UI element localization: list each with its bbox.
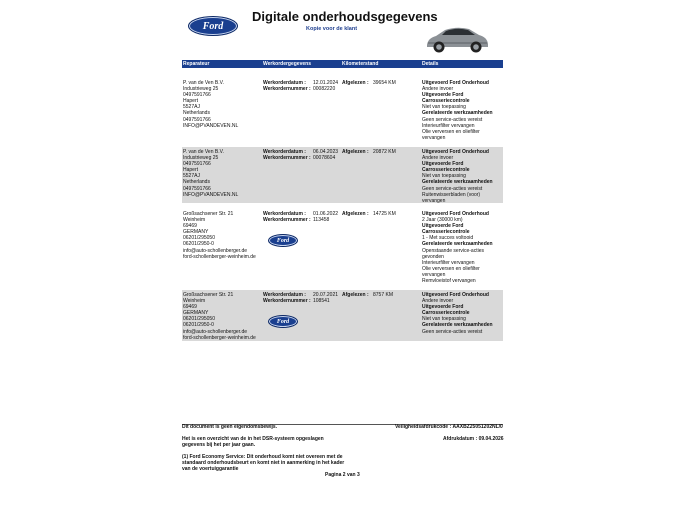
detail-line: Remvloeistof vervangen [422,278,476,285]
table-row [182,209,503,285]
workorder-number-label: Werkordernummer : [263,298,311,305]
page-title: Digitale onderhoudsgegevens [252,9,438,24]
repairer-line: info@auto-schollenberger.de [183,247,248,254]
repairer-line: ford-schollenberger-weinheim.de [183,334,256,341]
workorder-number-label: Werkordernummer : [263,86,311,93]
ford-logo: Ford [268,315,298,328]
workorder-number-label: Werkordernummer : [263,155,311,162]
detail-line: Gerelateerde werkzaamheden [422,110,493,117]
workorder-number: 113458 [313,217,330,224]
repairer-line: INFO@PVANDEVEN.NL [183,122,239,129]
repairer-info [183,80,238,129]
repairer-line: info@auto-schollenberger.de [183,328,248,335]
workorder-date: 01.06.2022 [313,211,339,217]
repairer-line: GERMANY [183,310,209,317]
detail-line: 1 - Met succes voltooid [422,235,474,242]
workorder-date-label: Werkorderdatum : [263,149,306,155]
repairer-line: 06201/295050 [183,235,215,242]
repairer-line: 5527AJ [183,104,200,111]
repairer-line: 69469 [183,304,197,311]
repairer-line: 69469 [183,223,197,230]
detail-line: Olie verversen en oliefilter [422,128,480,135]
overview-line-1: Het is een overzicht van de in het DSR-systeem opgeslagen [182,436,324,442]
workorder-number: 108541 [313,298,330,305]
col-header-repairer: Reparateur [183,61,210,67]
workorder-date: 06.04.2023 [313,149,339,155]
detail-line: Carrosseriecontrole [422,229,470,236]
repairer-line: Weinheim [183,217,206,224]
detail-line: Uitgevoerd Ford Onderhoud [422,80,489,86]
details-info [422,80,502,141]
repairer-line: ford-schollenberger-weinheim.de [183,253,256,260]
repairer-info [183,211,256,260]
detail-line: Uitgevoerde Ford [422,161,464,168]
detail-line: Niet van toepassing [422,104,466,111]
repairer-line: 0497591766 [183,92,211,99]
repairer-line: 0497591766 [183,116,211,123]
detail-line: Ruitenwisserbladen (voor) [422,191,481,198]
detail-line: Niet van toepassing [422,173,466,180]
mileage-value: 14725 KM [373,211,396,217]
print-date: Afdrukdatum : 09.04.2026 [443,436,504,442]
workorder-number-label: Werkordernummer : [263,217,311,224]
mileage-value: 20872 KM [373,149,396,155]
detail-line: Uitgevoerd Ford Onderhoud [422,149,489,155]
detail-line: Carrosseriecontrole [422,167,470,174]
col-header-workorder: Werkordergegevens [263,61,311,67]
repairer-line: 0497591766 [183,185,211,192]
repairer-line: Industrieweg 25 [183,86,219,93]
car-image [423,19,491,55]
workorder-number: 00082220 [313,86,336,93]
detail-line: vervangen [422,134,446,141]
workorder-date-label: Werkorderdatum : [263,211,306,217]
repairer-info [183,292,256,341]
repairer-line: Netherlands [183,110,210,117]
disclaimer: Dit document is geen eigendomsbewijs. [182,424,278,430]
detail-line: Geen service-acties vereist [422,116,483,123]
repairer-line: 0497591766 [183,161,211,168]
table-row [182,78,503,144]
workorder-info [263,80,338,92]
note-line-3: van de voertuiggarantie [182,466,239,472]
detail-line: Geen service-acties vereist [422,185,483,192]
repairer-line: P. van de Ven B.V. [183,149,224,155]
workorder-date: 20.07.2021 [313,292,339,298]
detail-line: 2 Jaar (30000 km) [422,217,463,224]
mileage-label: Afgelezen : [342,149,369,155]
detail-line: gevonden [422,253,444,260]
detail-line: Olie verversen en oliefilter [422,265,480,272]
repairer-line: 06201/2950-0 [183,241,214,248]
repairer-info [183,149,238,198]
detail-line: Andere invoer [422,86,454,93]
ford-logo: Ford [188,16,238,36]
detail-line: Gerelateerde werkzaamheden [422,322,493,329]
repairer-line: 06201/2950-0 [183,322,214,329]
repairer-line: Großsachsener Str. 21 [183,292,234,298]
overview-line-2: gegevens bij het per jaar gaan. [182,442,256,448]
repairer-line: Hapert [183,167,199,174]
note-line-1: (1) Ford Economy Service: Dit onderhoud komt niet overeen met de [182,454,343,460]
col-header-km: Kilometerstand [342,61,379,67]
repairer-line: Weinheim [183,298,206,305]
detail-line: Openstaande service-acties [422,247,484,254]
details-info [422,149,502,204]
detail-line: Uitgevoerde Ford [422,223,464,230]
workorder-date-label: Werkorderdatum : [263,292,306,298]
repairer-line: Netherlands [183,179,210,186]
mileage-info [342,292,393,298]
repairer-line: Hapert [183,98,199,105]
repairer-line: Großsachsener Str. 21 [183,211,234,217]
mileage-value: 39654 KM [373,80,396,86]
detail-line: vervangen [422,197,446,204]
details-info [422,292,502,335]
security-code: Veiligheidsafdrukcode : AAXBZ25051202NL/0 [395,424,503,430]
detail-line: vervangen [422,271,446,278]
repairer-line: GERMANY [183,229,209,236]
detail-line: Geen service-acties vereist [422,328,483,335]
mileage-label: Afgelezen : [342,80,369,86]
detail-line: Uitgevoerde Ford [422,304,464,311]
mileage-info [342,80,396,86]
detail-line: Interieurfilter vervangen [422,259,475,266]
detail-line: Carrosseriecontrole [422,310,470,317]
ford-logo: Ford [268,234,298,247]
workorder-date: 12.01.2024 [313,80,339,86]
mileage-label: Afgelezen : [342,292,369,298]
col-header-details: Details [422,61,439,67]
page-number: Pagina 2 van 3 [325,472,360,478]
detail-line: Carrosseriecontrole [422,98,470,105]
detail-line: Uitgevoerd Ford Onderhoud [422,292,489,298]
page-subtitle: Kopie voor de klant [306,26,358,32]
detail-line: Niet van toepassing [422,316,466,323]
detail-line: Andere invoer [422,155,454,162]
detail-line: Interieurfilter vervangen [422,122,475,129]
detail-line: Gerelateerde werkzaamheden [422,179,493,186]
detail-line: Uitgevoerd Ford Onderhoud [422,211,489,217]
table-row [182,290,503,341]
workorder-info [263,292,338,304]
mileage-info [342,211,396,217]
detail-line: Uitgevoerde Ford [422,92,464,99]
workorder-number: 00078604 [313,155,336,162]
repairer-line: 06201/295050 [183,316,215,323]
workorder-info [263,211,338,223]
mileage-info [342,149,396,155]
repairer-line: 5527AJ [183,173,200,180]
details-info [422,211,502,284]
repairer-line: Industrieweg 25 [183,155,219,162]
mileage-value: 8757 KM [373,292,394,298]
note-line-2: standaard onderhoudsbeurt en komt niet in aanmerking in het kader [182,460,345,466]
table-row [182,147,503,203]
detail-line: Gerelateerde werkzaamheden [422,241,493,248]
detail-line: Andere invoer [422,298,454,305]
repairer-line: INFO@PVANDEVEN.NL [183,191,239,198]
workorder-date-label: Werkorderdatum : [263,80,306,86]
workorder-info [263,149,338,161]
repairer-line: P. van de Ven B.V. [183,80,224,86]
mileage-label: Afgelezen : [342,211,369,217]
table-header [182,60,503,68]
